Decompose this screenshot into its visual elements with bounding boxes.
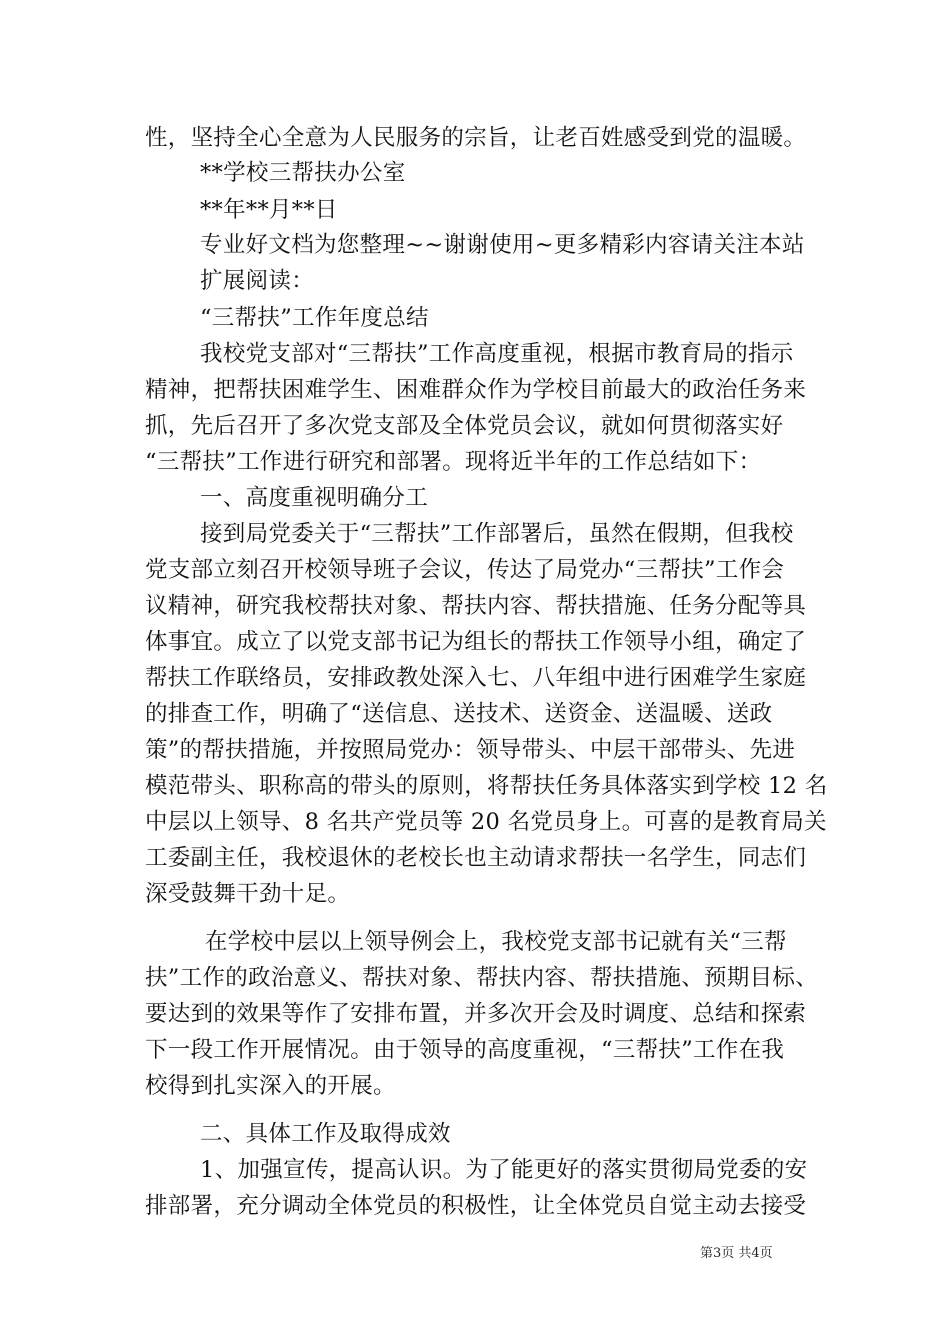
text-line: 在学校中层以上领导例会上，我校党支部书记就有关“三帮 (205, 929, 787, 955)
text-line: 扶”工作的政治意义、帮扶对象、帮扶内容、帮扶措施、预期目标、 (145, 965, 819, 991)
text-line: 深受鼓舞干劲十足。 (145, 881, 351, 907)
text-line: 要达到的效果等作了安排布置，并多次开会及时调度、总结和探索 (145, 1001, 807, 1027)
text-line: 下一段工作开展情况。由于领导的高度重视，“三帮扶”工作在我 (145, 1037, 785, 1063)
text-line: 党支部立刻召开校领导班子会议，传达了局党办“三帮扶”工作会 (145, 557, 785, 583)
text-line: 工委副主任，我校退休的老校长也主动请求帮扶一名学生，同志们 (145, 845, 807, 871)
text-line: 接到局党委关于“三帮扶”工作部署后，虽然在假期，但我校 (200, 521, 794, 547)
text-line: 体事宜。成立了以党支部书记为组长的帮扶工作领导小组，确定了 (145, 629, 807, 655)
text-line: 精神，把帮扶困难学生、困难群众作为学校目前最大的政治任务来 (145, 377, 807, 403)
text-line: 排部署，充分调动全体党员的积极性，让全体党员自觉主动去接受 (145, 1193, 807, 1219)
heading-two: 二、具体工作及取得成效 (200, 1121, 451, 1147)
text-line: 策”的帮扶措施，并按照局党办：领导带头、中层干部带头、先进 (145, 737, 796, 763)
text-line: 的排查工作，明确了“送信息、送技术、送资金、送温暖、送政 (145, 701, 773, 727)
text-line: 模范带头、职称高的带头的原则，将帮扶任务具体落实到学校 12 名 (145, 773, 828, 799)
text-line: 抓，先后召开了多次党支部及全体党员会议，就如何贯彻落实好 (145, 413, 784, 439)
text-line: 我校党支部对“三帮扶”工作高度重视，根据市教育局的指示 (200, 341, 794, 367)
text-line: 性，坚持全心全意为人民服务的宗旨，让老百姓感受到党的温暖。 (145, 125, 807, 151)
signature-date: **年**月**日 (200, 197, 338, 223)
heading-one: 一、高度重视明确分工 (200, 485, 429, 511)
text-line: 1、加强宣传，提高认识。为了能更好的落实贯彻局党委的安 (200, 1157, 808, 1183)
extended-reading-label: 扩展阅读： (200, 268, 315, 294)
text-line: 帮扶工作联络员，安排政教处深入七、八年组中进行困难学生家庭 (145, 665, 807, 691)
text-line: 校得到扎实深入的开展。 (145, 1073, 396, 1099)
signature-office: **学校三帮扶办公室 (200, 160, 406, 186)
page-number: 第3页 共4页 (700, 1246, 773, 1261)
promo-line: 专业好文档为您整理~~谢谢使用~更多精彩内容请关注本站 (200, 232, 805, 258)
text-line: 议精神，研究我校帮扶对象、帮扶内容、帮扶措施、任务分配等具 (145, 593, 807, 619)
text-line: 中层以上领导、8 名共产党员等 20 名党员身上。可喜的是教育局关 (145, 809, 827, 835)
section-title: “三帮扶”工作年度总结 (200, 305, 429, 331)
text-line: “三帮扶”工作进行研究和部署。现将近半年的工作总结如下： (145, 449, 762, 475)
